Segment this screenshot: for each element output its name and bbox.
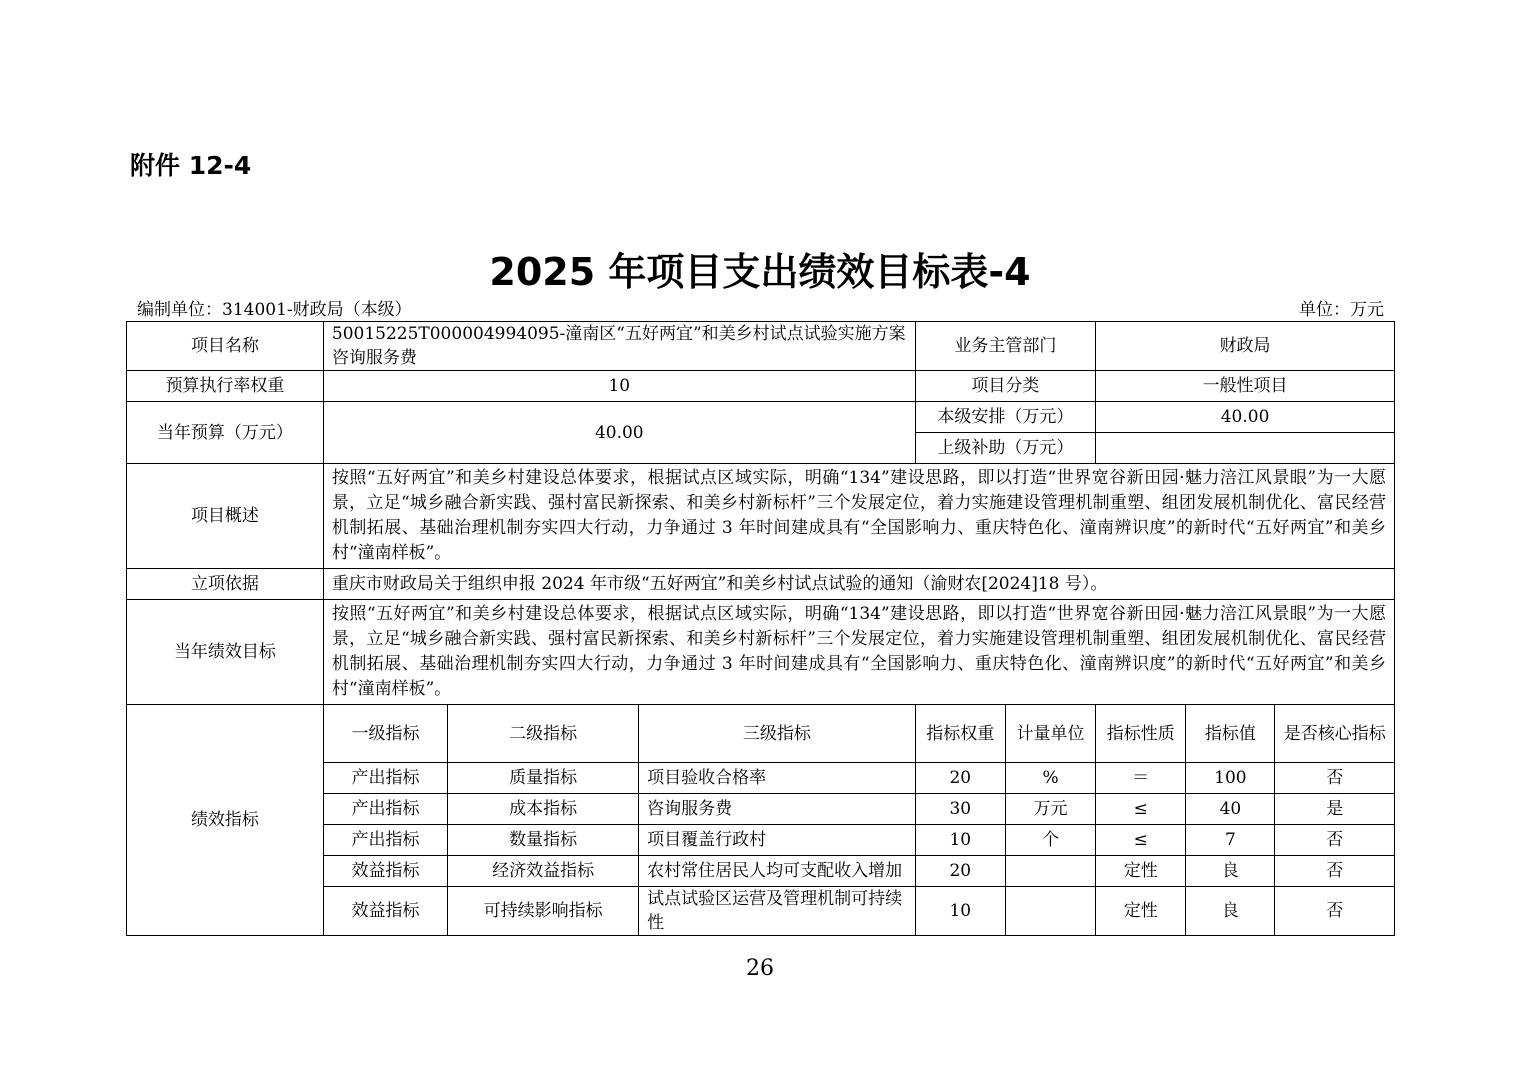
level1-cell: 产出指标	[323, 825, 447, 856]
goal-label: 当年绩效目标	[127, 600, 324, 705]
nature-cell: ≤	[1096, 794, 1186, 825]
row-project-name	[127, 322, 1395, 371]
level2-cell: 成本指标	[448, 794, 639, 825]
goal-text: 按照“五好两宜”和美乡村建设总体要求，根据试点区域实际，明确“134”建设思路，即以打造“世界宽谷新田园·魅力涪江风景眼”为一大愿景，立足“城乡融合新实践、强村富民新探索、和美乡村新标杆”三个发展定位，着力实施建设管理机制重塑、组团发展机制优化、富民经营机制拓展、基础治理机制夯实四大行动，力争通过 3 年时间建成具有“全国影响力、重庆特色化、潼南辨识度”的新时代“五好两宜”和美乡村“潼南样板”。	[323, 600, 1394, 705]
unit-cell	[1005, 887, 1095, 936]
row-annual-goal	[127, 600, 1395, 705]
header-level3: 三级指标	[639, 705, 916, 763]
attachment-label: 附件 12-4	[130, 151, 252, 180]
budget-label: 当年预算（万元）	[127, 402, 324, 464]
page-number: 26	[746, 956, 774, 981]
level1-cell: 效益指标	[323, 856, 447, 887]
value-cell: 良	[1186, 887, 1275, 936]
compiling-unit: 编制单位：314001-财政局（本级）	[137, 300, 412, 320]
level3-cell: 咨询服务费	[639, 794, 916, 825]
row-exec-weight	[127, 371, 1395, 402]
header-level2: 二级指标	[448, 705, 639, 763]
unit-cell	[1005, 856, 1095, 887]
budget-value: 40.00	[323, 402, 915, 464]
level3-cell: 农村常住居民人均可支配收入增加	[639, 856, 916, 887]
core-cell: 是	[1275, 794, 1395, 825]
overview-label: 项目概述	[127, 464, 324, 569]
value-cell: 100	[1186, 763, 1275, 794]
currency-unit: 单位：万元	[1299, 300, 1384, 320]
core-cell: 否	[1275, 825, 1395, 856]
level2-cell: 数量指标	[448, 825, 639, 856]
basis-text: 重庆市财政局关于组织申报 2024 年市级“五好两宜”和美乡村试点试验的通知（渝财农[2024]18 号）。	[323, 569, 1394, 600]
nature-cell: 定性	[1096, 856, 1186, 887]
nature-cell: ＝	[1096, 763, 1186, 794]
weight-cell: 20	[915, 763, 1005, 794]
nature-cell: ≤	[1096, 825, 1186, 856]
basis-label: 立项依据	[127, 569, 324, 600]
dept-value: 财政局	[1096, 322, 1395, 371]
header-weight: 指标权重	[915, 705, 1005, 763]
value-cell: 良	[1186, 856, 1275, 887]
value-cell: 40	[1186, 794, 1275, 825]
level3-cell: 试点试验区运营及管理机制可持续性	[639, 887, 916, 936]
upper-funding-value	[1096, 433, 1395, 464]
unit-cell: 万元	[1005, 794, 1095, 825]
exec-weight-label: 预算执行率权重	[127, 371, 324, 402]
category-value: 一般性项目	[1096, 371, 1395, 402]
local-funding-value: 40.00	[1096, 402, 1395, 433]
header-unit: 计量单位	[1005, 705, 1095, 763]
level1-cell: 效益指标	[323, 887, 447, 936]
level2-cell: 经济效益指标	[448, 856, 639, 887]
core-cell: 否	[1275, 887, 1395, 936]
local-funding-label: 本级安排（万元）	[915, 402, 1095, 433]
row-basis	[127, 569, 1395, 600]
value-cell: 7	[1186, 825, 1275, 856]
level1-cell: 产出指标	[323, 794, 447, 825]
core-cell: 否	[1275, 856, 1395, 887]
header-core: 是否核心指标	[1275, 705, 1395, 763]
upper-funding-label: 上级补助（万元）	[915, 433, 1095, 464]
overview-text: 按照“五好两宜”和美乡村建设总体要求，根据试点区域实际，明确“134”建设思路，即以打造“世界宽谷新田园·魅力涪江风景眼”为一大愿景，立足“城乡融合新实践、强村富民新探索、和美乡村新标杆”三个发展定位，着力实施建设管理机制重塑、组团发展机制优化、富民经营机制拓展、基础治理机制夯实四大行动，力争通过 3 年时间建成具有“全国影响力、重庆特色化、潼南辨识度”的新时代“五好两宜”和美乡村“潼南样板”。	[323, 464, 1394, 569]
header-value: 指标值	[1186, 705, 1275, 763]
header-level1: 一级指标	[323, 705, 447, 763]
header-nature: 指标性质	[1096, 705, 1186, 763]
row-overview	[127, 464, 1395, 569]
level3-cell: 项目验收合格率	[639, 763, 916, 794]
level2-cell: 质量指标	[448, 763, 639, 794]
indicator-header-row	[127, 705, 1395, 763]
exec-weight-value: 10	[323, 371, 915, 402]
weight-cell: 20	[915, 856, 1005, 887]
indicator-section-label: 绩效指标	[127, 705, 324, 936]
row-budget	[127, 402, 1395, 433]
performance-target-table	[126, 321, 1395, 936]
weight-cell: 30	[915, 794, 1005, 825]
project-name-value: 50015225T000004994095-潼南区“五好两宜”和美乡村试点试验实施方案咨询服务费	[323, 322, 915, 371]
weight-cell: 10	[915, 825, 1005, 856]
level3-cell: 项目覆盖行政村	[639, 825, 916, 856]
unit-cell: %	[1005, 763, 1095, 794]
project-name-label: 项目名称	[127, 322, 324, 371]
dept-label: 业务主管部门	[915, 322, 1095, 371]
weight-cell: 10	[915, 887, 1005, 936]
unit-cell: 个	[1005, 825, 1095, 856]
core-cell: 否	[1275, 763, 1395, 794]
page-title: 2025 年项目支出绩效目标表-4	[489, 250, 1031, 294]
category-label: 项目分类	[915, 371, 1095, 402]
level2-cell: 可持续影响指标	[448, 887, 639, 936]
nature-cell: 定性	[1096, 887, 1186, 936]
level1-cell: 产出指标	[323, 763, 447, 794]
